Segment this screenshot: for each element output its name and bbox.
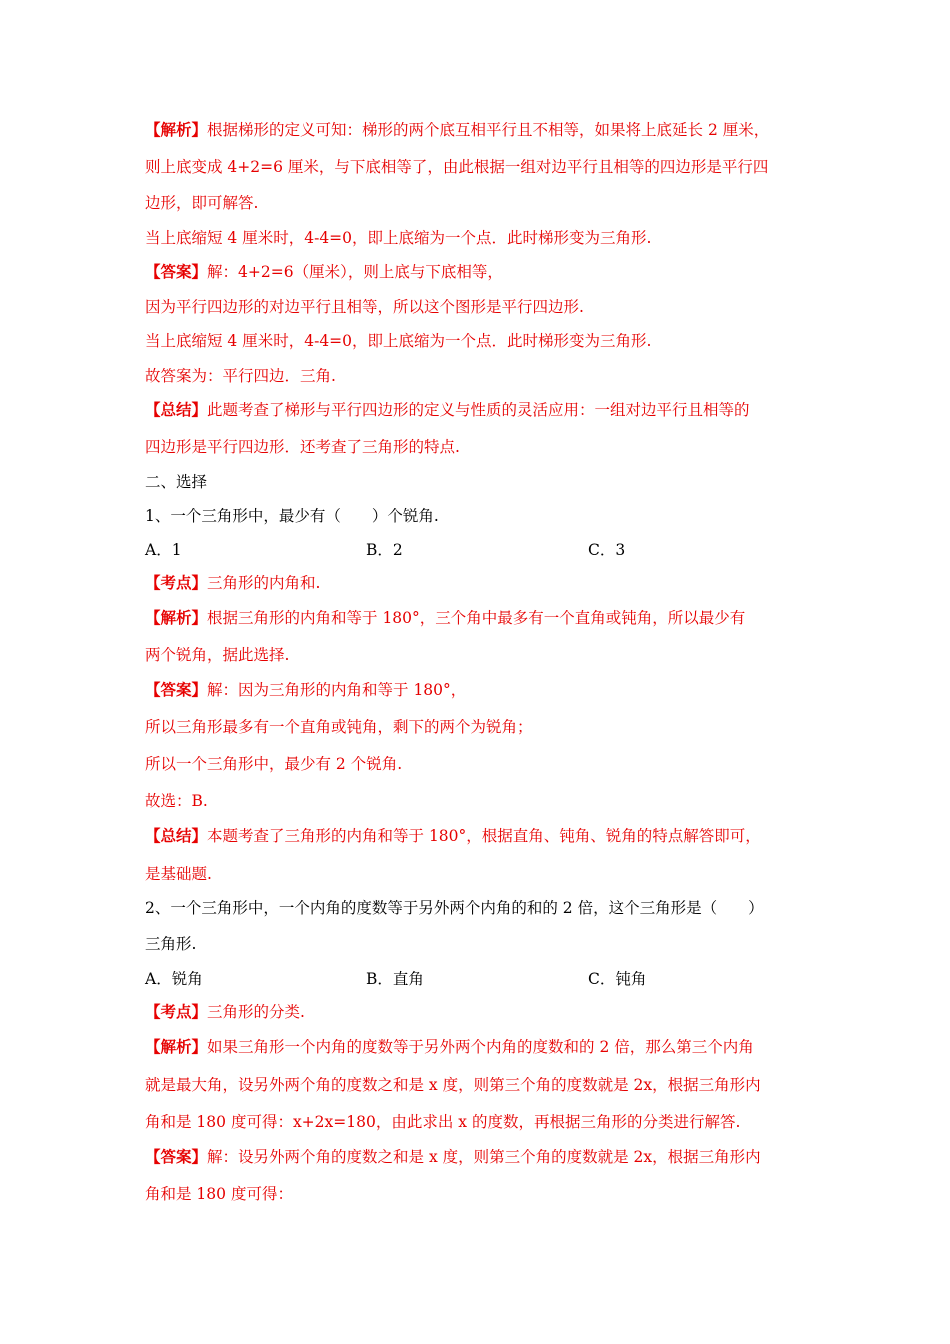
point-text: 三角形的内角和. (207, 574, 321, 592)
q1-analysis-line-2: 两个锐角，据此选择. (145, 646, 290, 664)
q2-stem-line-2: 三角形. (145, 935, 197, 953)
analysis-tag: 【解析】 (145, 120, 208, 139)
point-text: 三角形的分类. (207, 1003, 305, 1021)
q1-answer-line-4: 故选：B. (145, 792, 208, 810)
q1-analysis-line-1 (145, 608, 745, 628)
answer-tag: 【答案】 (145, 262, 208, 281)
q2-option-c: C．钝角 (588, 970, 647, 988)
q2-analysis-line-1 (145, 1037, 754, 1057)
q2-answer-line-2: 角和是 180 度可得： (145, 1185, 293, 1203)
analysis-tag: 【解析】 (145, 608, 208, 627)
q1-answer-line-1 (145, 680, 466, 700)
s1-answer-line-2: 因为平行四边形的对边平行且相等，所以这个图形是平行四边形. (145, 298, 584, 316)
analysis-text: 根据梯形的定义可知：梯形的两个底互相平行且不相等，如果将上底延长 2 厘米， (207, 121, 770, 139)
q2-option-a: A．锐角 (145, 970, 203, 988)
summary-text: 此题考查了梯形与平行四边形的定义与性质的灵活应用：一组对边平行且相等的 (207, 401, 750, 419)
q1-stem: 1、一个三角形中，最少有（ ）个锐角. (145, 507, 439, 525)
q1-option-a: A．1 (145, 541, 182, 559)
summary-tag: 【总结】 (145, 400, 208, 419)
answer-tag: 【答案】 (145, 1147, 208, 1166)
q1-answer-line-3: 所以一个三角形中，最少有 2 个锐角. (145, 755, 403, 773)
s1-summary-line-1 (145, 400, 750, 420)
q1-option-b: B．2 (366, 541, 403, 559)
q2-option-b: B．直角 (366, 970, 424, 988)
s1-answer-line-4: 故答案为：平行四边．三角. (145, 367, 336, 385)
point-tag: 【考点】 (145, 573, 208, 592)
q2-stem-line-1: 2、一个三角形中，一个内角的度数等于另外两个内角的和的 2 倍，这个三角形是（ ） (145, 899, 764, 917)
s1-answer-line-3: 当上底缩短 4 厘米时，4-4=0，即上底缩为一个点．此时梯形变为三角形. (145, 332, 652, 350)
point-tag: 【考点】 (145, 1002, 208, 1021)
q2-analysis-line-2: 就是最大角，设另外两个角的度数之和是 x 度，则第三个角的度数就是 2x，根据三角形内 (145, 1076, 761, 1094)
q2-answer-line-1 (145, 1147, 761, 1167)
q2-analysis-line-3: 角和是 180 度可得：x+2x=180，由此求出 x 的度数，再根据三角形的分类进行解答. (145, 1113, 741, 1131)
answer-text: 解：设另外两个角的度数之和是 x 度，则第三个角的度数就是 2x，根据三角形内 (207, 1148, 761, 1166)
s1-analysis-line-4: 当上底缩短 4 厘米时，4-4=0，即上底缩为一个点．此时梯形变为三角形. (145, 229, 652, 247)
answer-tag: 【答案】 (145, 680, 208, 699)
q1-point-line (145, 573, 320, 593)
analysis-tag: 【解析】 (145, 1037, 208, 1056)
q1-summary-line-2: 是基础题. (145, 865, 212, 883)
s1-analysis-line-2: 则上底变成 4+2=6 厘米，与下底相等了，由此根据一组对边平行且相等的四边形是平行四 (145, 158, 769, 176)
q1-answer-line-2: 所以三角形最多有一个直角或钝角，剩下的两个为锐角； (145, 718, 533, 736)
s1-summary-line-2: 四边形是平行四边形．还考查了三角形的特点. (145, 438, 460, 456)
summary-tag: 【总结】 (145, 826, 208, 845)
summary-text: 本题考查了三角形的内角和等于 180°，根据直角、钝角、锐角的特点解答即可， (207, 827, 761, 845)
analysis-text: 根据三角形的内角和等于 180°，三个角中最多有一个直角或钝角，所以最少有 (207, 609, 746, 627)
s1-analysis-line-1 (145, 120, 769, 140)
section-heading-choice: 二、选择 (145, 473, 208, 491)
q1-summary-line-1 (145, 826, 761, 846)
analysis-text: 如果三角形一个内角的度数等于另外两个内角的度数和的 2 倍，那么第三个内角 (207, 1038, 754, 1056)
s1-analysis-line-3: 边形，即可解答. (145, 194, 259, 212)
s1-answer-line-1 (145, 262, 503, 282)
answer-text: 解：4+2=6（厘米），则上底与下底相等， (207, 263, 503, 281)
q2-point-line (145, 1002, 305, 1022)
q1-option-c: C．3 (588, 541, 626, 559)
answer-text: 解：因为三角形的内角和等于 180°， (207, 681, 467, 699)
